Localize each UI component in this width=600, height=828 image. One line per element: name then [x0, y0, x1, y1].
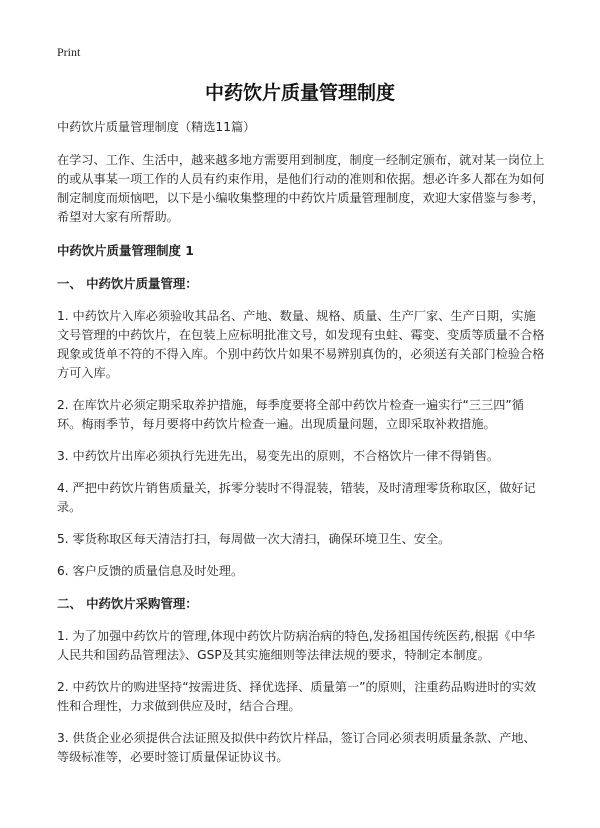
list-item: 4. 严把中药饮片销售质量关，拆零分装时不得混装，错装，及时清理零货称取区，做好记录。 — [57, 481, 536, 514]
article-subtitle: 中药饮片质量管理制度（精选11篇） — [57, 120, 256, 134]
list-item: 1. 中药饮片入库必须验收其品名、产地、数量、规格、质量、生产厂家、生产日期，实施文号管理的中药饮片，在包装上应标明批准文号，如发现有虫蛀、霉变、变质等质量不合格现象或货单不符的不得入库。个别中药饮片如果不易辨别真伪的，必须送有关部门检验合格方可入库。 — [57, 309, 545, 380]
procurement-management-heading: 二、 中药饮片采购管理： — [57, 596, 198, 611]
list-item: 2. 在库饮片必须定期采取养护措施，每季度要将全部中药饮片检查一遍实行“三三四”循环。梅雨季节，每月要将中药饮片检查一遍。出现质量问题，立即采取补救措施。 — [57, 398, 524, 431]
list-item: 6. 客户反馈的质量信息及时处理。 — [57, 564, 244, 578]
list-item: 1. 为了加强中药饮片的管理,体现中药饮片防病治病的特色,发扬祖国传统医药,根据《中华人民共和国药品管理法》、GSP及其实施细则等法律法规的要求，特制定本制度。 — [57, 629, 536, 662]
intro-paragraph: 在学习、工作、生活中，越来越多地方需要用到制度，制度一经制定颁布，就对某一岗位上的或从事某一项工作的人员有约束作用，是他们行动的准则和依据。想必许多人都在为如何制定制度而烦恼吧，以下是小编收集整理的中药饮片质量管理制度，欢迎大家借鉴与参考，希望对大家有所帮助。 — [57, 153, 545, 224]
article-body — [57, 118, 547, 780]
list-item: 3. 供货企业必须提供合法证照及拟供中药饮片样品，签订合同必须表明质量条款、产地、等级标准等，必要时签订质量保证协议书。 — [57, 731, 536, 764]
page-title: 中药饮片质量管理制度 — [204, 82, 395, 104]
list-item: 5. 零货称取区每天清洁打扫，每周做一次大清扫，确保环境卫生、安全。 — [57, 532, 451, 546]
section-heading: 中药饮片质量管理制度 1 — [57, 243, 194, 258]
list-item: 2. 中药饮片的购进坚持“按需进货、择优选择、质量第一”的原则，注重药品购进时的实效性和合理性，力求做到供应及时，结合合理。 — [57, 680, 537, 713]
quality-management-heading: 一、 中药饮片质量管理： — [57, 276, 198, 291]
list-item: 3. 中药饮片出库必须执行先进先出，易变先出的原则，不合格饮片一律不得销售。 — [57, 449, 500, 463]
print-link[interactable]: Print — [57, 45, 81, 59]
